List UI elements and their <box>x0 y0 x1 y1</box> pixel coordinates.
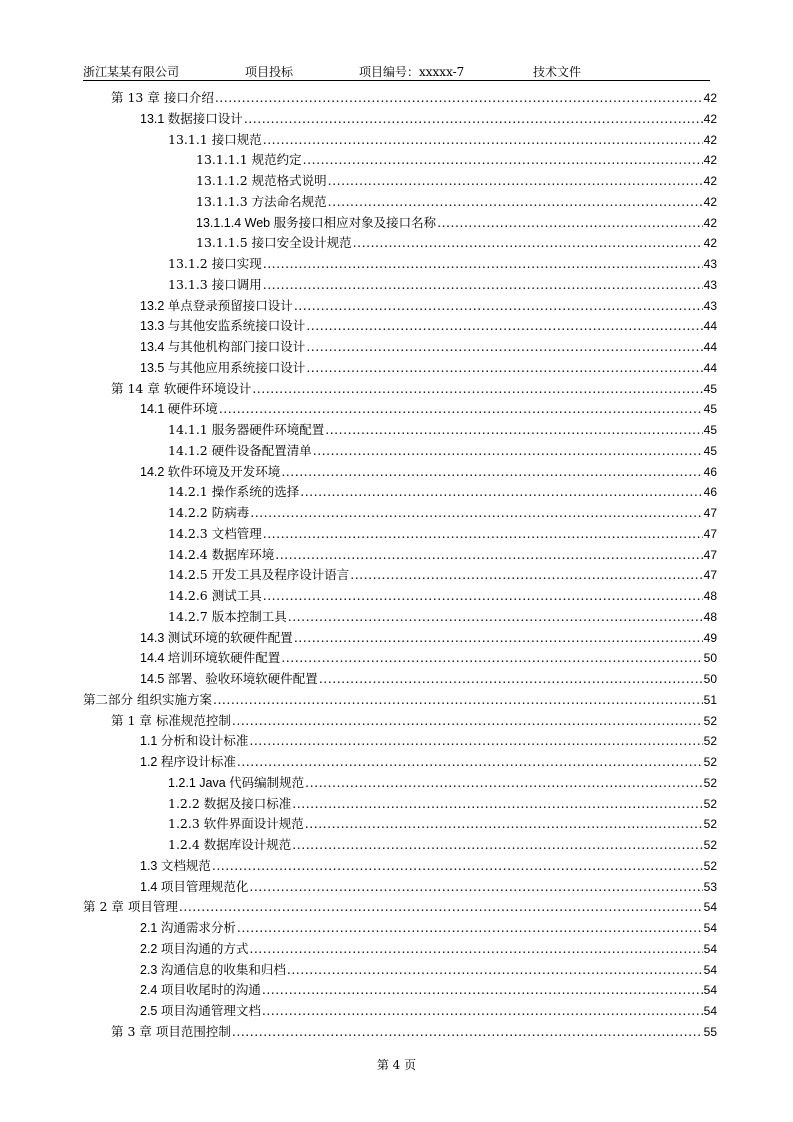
toc-entry-title: 2.1 沟通需求分析 <box>140 921 236 935</box>
toc-entry[interactable] <box>83 213 717 234</box>
toc-leader-dots <box>252 381 702 396</box>
toc-entry[interactable] <box>83 897 717 918</box>
toc-leader-dots <box>294 298 703 313</box>
toc-entry-title: 14.1.1 服务器硬件环境配置 <box>168 422 325 437</box>
toc-leader-dots <box>263 526 703 541</box>
toc-leader-dots <box>249 733 702 748</box>
toc-entry-page: 47 <box>703 547 717 562</box>
toc-entry-title: 第 14 章 软硬件环境设计 <box>111 380 252 396</box>
toc-entry-title: 13.1.1 接口规范 <box>168 131 262 147</box>
toc-entry-page: 44 <box>703 340 717 354</box>
toc-leader-dots <box>262 1003 703 1018</box>
toc-entry-title: 1.4 项目管理规范化 <box>140 879 249 894</box>
toc-entry-page: 50 <box>703 651 717 666</box>
toc-leader-dots <box>292 796 702 811</box>
toc-entry[interactable] <box>83 752 717 773</box>
toc-leader-dots <box>237 920 703 935</box>
toc-leader-dots <box>232 713 703 728</box>
toc-entry-title: 1.2.4 数据库设计规范 <box>168 837 292 852</box>
toc-entry-title: 14.5 部署、验收环境软硬件配置 <box>140 672 318 686</box>
toc-entry-page: 47 <box>703 506 717 520</box>
toc-leader-dots <box>263 132 703 147</box>
toc-entry-title: 第 1 章 标准规范控制 <box>111 712 231 728</box>
toc-entry-title: 13.1.3 接口调用 <box>168 276 262 292</box>
toc-entry-page: 42 <box>703 132 717 147</box>
toc-entry-title: 14.2.7 版本控制工具 <box>168 608 287 624</box>
toc-entry-title: 2.5 项目沟通管理文档 <box>140 1004 261 1018</box>
toc-leader-dots <box>353 235 703 250</box>
toc-entry-page: 42 <box>703 194 717 209</box>
toc-entry-page: 46 <box>703 464 717 479</box>
toc-entry[interactable] <box>83 731 717 752</box>
toc-entry[interactable] <box>83 130 717 151</box>
toc-leader-dots <box>179 899 703 914</box>
toc-entry[interactable] <box>83 399 717 420</box>
toc-leader-dots <box>262 982 703 997</box>
toc-entry-title: 2.4 项目收尾时的沟通 <box>140 983 261 998</box>
toc-entry-page: 51 <box>703 692 717 707</box>
toc-entry-page: 42 <box>703 215 717 230</box>
toc-entry-page: 52 <box>703 817 717 832</box>
toc-entry-page: 47 <box>703 568 717 583</box>
page-number: 第 4 页 <box>376 1058 417 1072</box>
toc-entry-title: 13.5 与其他应用系统接口设计 <box>140 360 306 375</box>
toc-entry-page: 50 <box>703 672 717 686</box>
toc-entry-title: 1.2.2 数据及接口标准 <box>168 795 292 811</box>
toc-leader-dots <box>288 609 703 624</box>
toc-entry-page: 49 <box>703 630 717 645</box>
toc-entry-page: 52 <box>703 755 717 769</box>
toc-entry-title: 第 13 章 接口介绍 <box>111 90 214 105</box>
toc-entry[interactable] <box>83 669 717 690</box>
toc-entry-page: 54 <box>703 983 717 998</box>
header-doc-type: 技术文件 <box>533 65 582 79</box>
toc-entry[interactable] <box>83 337 717 358</box>
toc-entry-page: 42 <box>703 236 717 251</box>
toc-entry[interactable] <box>83 420 717 441</box>
toc-leader-dots <box>313 443 703 458</box>
toc-leader-dots <box>215 90 703 105</box>
toc-leader-dots <box>306 318 702 333</box>
toc-entry[interactable] <box>83 503 717 524</box>
toc-entry-page: 48 <box>703 589 717 603</box>
toc-entry[interactable] <box>83 794 717 815</box>
toc-leader-dots <box>319 671 703 686</box>
toc-entry-page: 54 <box>703 900 717 915</box>
toc-entry-page: 54 <box>703 941 717 956</box>
toc-entry-title: 1.2.3 软件界面设计规范 <box>168 816 304 832</box>
toc-entry-page: 52 <box>703 858 717 873</box>
toc-entry[interactable] <box>83 233 717 254</box>
toc-entry-title: 13.1.1.5 接口安全设计规范 <box>196 235 352 251</box>
toc-leader-dots <box>213 692 703 707</box>
toc-entry[interactable] <box>83 960 717 981</box>
toc-entry[interactable] <box>83 524 717 545</box>
toc-leader-dots <box>250 505 702 520</box>
toc-leader-dots <box>287 962 703 977</box>
toc-entry-title: 1.1 分析和设计标准 <box>140 734 249 749</box>
toc-entry[interactable] <box>83 379 717 400</box>
toc-entry-title: 13.2 单点登录预留接口设计 <box>140 298 293 313</box>
toc-entry-title: 13.1.1.3 方法命名规范 <box>196 193 327 209</box>
header-company: 浙江某某有限公司 <box>83 65 180 79</box>
toc-leader-dots <box>306 339 702 354</box>
toc-leader-dots <box>219 401 703 416</box>
toc-entry-title: 13.1.1.2 规范格式说明 <box>196 173 327 188</box>
toc-entry-title: 14.4 培训环境软硬件配置 <box>140 651 281 666</box>
toc-entry-title: 1.3 文档规范 <box>140 858 211 873</box>
toc-entry-page: 45 <box>703 381 717 396</box>
toc-entry-page: 43 <box>703 298 717 313</box>
toc-leader-dots <box>212 858 703 873</box>
toc-entry-title: 14.2.6 测试工具 <box>168 588 262 603</box>
toc-entry[interactable] <box>83 316 717 337</box>
toc-leader-dots <box>263 277 703 292</box>
toc-entry[interactable] <box>83 835 717 856</box>
toc-entry[interactable] <box>83 814 717 835</box>
toc-entry[interactable] <box>83 918 717 939</box>
toc-leader-dots <box>437 215 703 230</box>
toc-entry[interactable] <box>83 773 717 794</box>
toc-entry[interactable] <box>83 482 717 503</box>
toc-entry-title: 14.3 测试环境的软硬件配置 <box>140 630 293 645</box>
toc-entry-title: 14.2.5 开发工具及程序设计语言 <box>168 567 350 583</box>
header-project-bid: 项目投标 <box>245 65 294 79</box>
header-project-no: 项目编号：xxxxx-7 <box>359 65 465 79</box>
toc-entry-title: 14.2.1 操作系统的选择 <box>168 484 300 500</box>
toc-entry-page: 42 <box>703 174 717 188</box>
toc-entry-title: 14.2.3 文档管理 <box>168 525 262 541</box>
toc-entry[interactable] <box>83 171 717 192</box>
toc-leader-dots <box>275 547 702 562</box>
toc-entry[interactable] <box>83 711 717 732</box>
toc-leader-dots <box>328 173 703 188</box>
toc-entry-page: 43 <box>703 277 717 292</box>
toc-entry-title: 13.1.1.1 规范约定 <box>196 152 302 168</box>
toc-leader-dots <box>249 879 702 894</box>
toc-leader-dots <box>300 484 702 499</box>
toc-entry-title: 13.1.2 接口实现 <box>168 256 262 271</box>
toc-entry[interactable] <box>83 628 717 649</box>
toc-entry[interactable] <box>83 980 717 1001</box>
toc-leader-dots <box>237 754 703 769</box>
toc-entry-page: 52 <box>703 713 717 728</box>
toc-leader-dots <box>305 775 702 790</box>
toc-entry[interactable] <box>83 939 717 960</box>
toc-entry-page: 42 <box>703 153 717 168</box>
toc-entry-page: 53 <box>703 879 717 894</box>
toc-entry[interactable] <box>83 586 717 607</box>
toc-entry-page: 52 <box>703 796 717 811</box>
toc-leader-dots <box>325 422 702 437</box>
toc-entry-title: 14.1 硬件环境 <box>140 402 218 417</box>
toc-entry-page: 42 <box>703 111 717 126</box>
toc-entry-title: 1.2.1 Java 代码编制规范 <box>168 775 305 790</box>
table-of-contents <box>83 88 717 1043</box>
toc-leader-dots <box>306 360 702 375</box>
toc-leader-dots <box>328 194 703 209</box>
toc-entry[interactable] <box>83 462 717 483</box>
toc-entry[interactable] <box>83 150 717 171</box>
toc-leader-dots <box>303 152 703 167</box>
toc-leader-dots <box>281 464 702 479</box>
toc-entry-title: 1.2 程序设计标准 <box>140 755 236 769</box>
toc-entry-title: 14.2.2 防病毒 <box>168 505 250 520</box>
toc-entry-page: 47 <box>703 526 717 541</box>
toc-entry-title: 14.2 软件环境及开发环境 <box>140 464 281 479</box>
toc-entry-page: 52 <box>703 775 717 790</box>
toc-entry-title: 14.2.4 数据库环境 <box>168 546 275 562</box>
toc-entry-title: 13.1.1.4 Web 服务接口相应对象及接口名称 <box>196 215 437 230</box>
page-header <box>83 60 710 81</box>
toc-entry-page: 44 <box>703 319 717 334</box>
toc-entry-title: 第 3 章 项目范围控制 <box>111 1023 231 1039</box>
toc-entry-page: 54 <box>703 921 717 935</box>
toc-leader-dots <box>281 650 702 665</box>
toc-leader-dots <box>305 816 703 831</box>
toc-entry-page: 45 <box>703 443 717 458</box>
toc-leader-dots <box>350 567 702 582</box>
toc-entry-page: 42 <box>703 91 717 105</box>
toc-entry[interactable] <box>83 545 717 566</box>
toc-entry-page: 45 <box>703 423 717 437</box>
toc-entry[interactable] <box>83 877 717 898</box>
toc-entry-page: 43 <box>703 257 717 271</box>
toc-entry-title: 13.3 与其他安监系统接口设计 <box>140 319 306 334</box>
toc-entry[interactable] <box>83 607 717 628</box>
toc-entry-page: 55 <box>703 1024 717 1039</box>
toc-entry-page: 52 <box>703 838 717 852</box>
toc-entry-page: 45 <box>703 402 717 417</box>
toc-entry-page: 52 <box>703 734 717 749</box>
toc-entry[interactable] <box>83 192 717 213</box>
toc-entry-page: 44 <box>703 360 717 375</box>
toc-entry[interactable] <box>83 1001 717 1022</box>
toc-leader-dots <box>294 630 703 645</box>
toc-leader-dots <box>292 837 702 852</box>
toc-entry[interactable] <box>83 1022 717 1043</box>
page-footer <box>0 1056 793 1073</box>
toc-entry-title: 13.4 与其他机构部门接口设计 <box>140 340 306 354</box>
toc-leader-dots <box>232 1024 703 1039</box>
toc-entry-page: 48 <box>703 609 717 624</box>
toc-entry-page: 54 <box>703 1004 717 1018</box>
toc-entry[interactable] <box>83 275 717 296</box>
toc-entry[interactable] <box>83 856 717 877</box>
toc-entry[interactable] <box>83 441 717 462</box>
toc-entry-title: 第二部分 组织实施方案 <box>83 691 212 707</box>
toc-entry-page: 54 <box>703 962 717 977</box>
toc-entry[interactable] <box>83 88 717 109</box>
toc-entry-title: 2.3 沟通信息的收集和归档 <box>140 962 286 977</box>
toc-entry-title: 第 2 章 项目管理 <box>83 899 178 915</box>
toc-entry-title: 14.1.2 硬件设备配置清单 <box>168 442 312 458</box>
toc-leader-dots <box>263 256 703 271</box>
toc-leader-dots <box>263 588 703 603</box>
toc-leader-dots <box>244 111 703 126</box>
toc-entry[interactable] <box>83 648 717 669</box>
toc-entry-title: 13.1 数据接口设计 <box>140 111 243 126</box>
toc-leader-dots <box>249 941 702 956</box>
toc-entry[interactable] <box>83 254 717 275</box>
toc-entry-page: 46 <box>703 485 717 500</box>
toc-entry-title: 2.2 项目沟通的方式 <box>140 941 249 956</box>
toc-entry[interactable] <box>83 296 717 317</box>
toc-entry[interactable] <box>83 358 717 379</box>
toc-entry[interactable] <box>83 690 717 711</box>
toc-entry[interactable] <box>83 109 717 130</box>
toc-entry[interactable] <box>83 565 717 586</box>
